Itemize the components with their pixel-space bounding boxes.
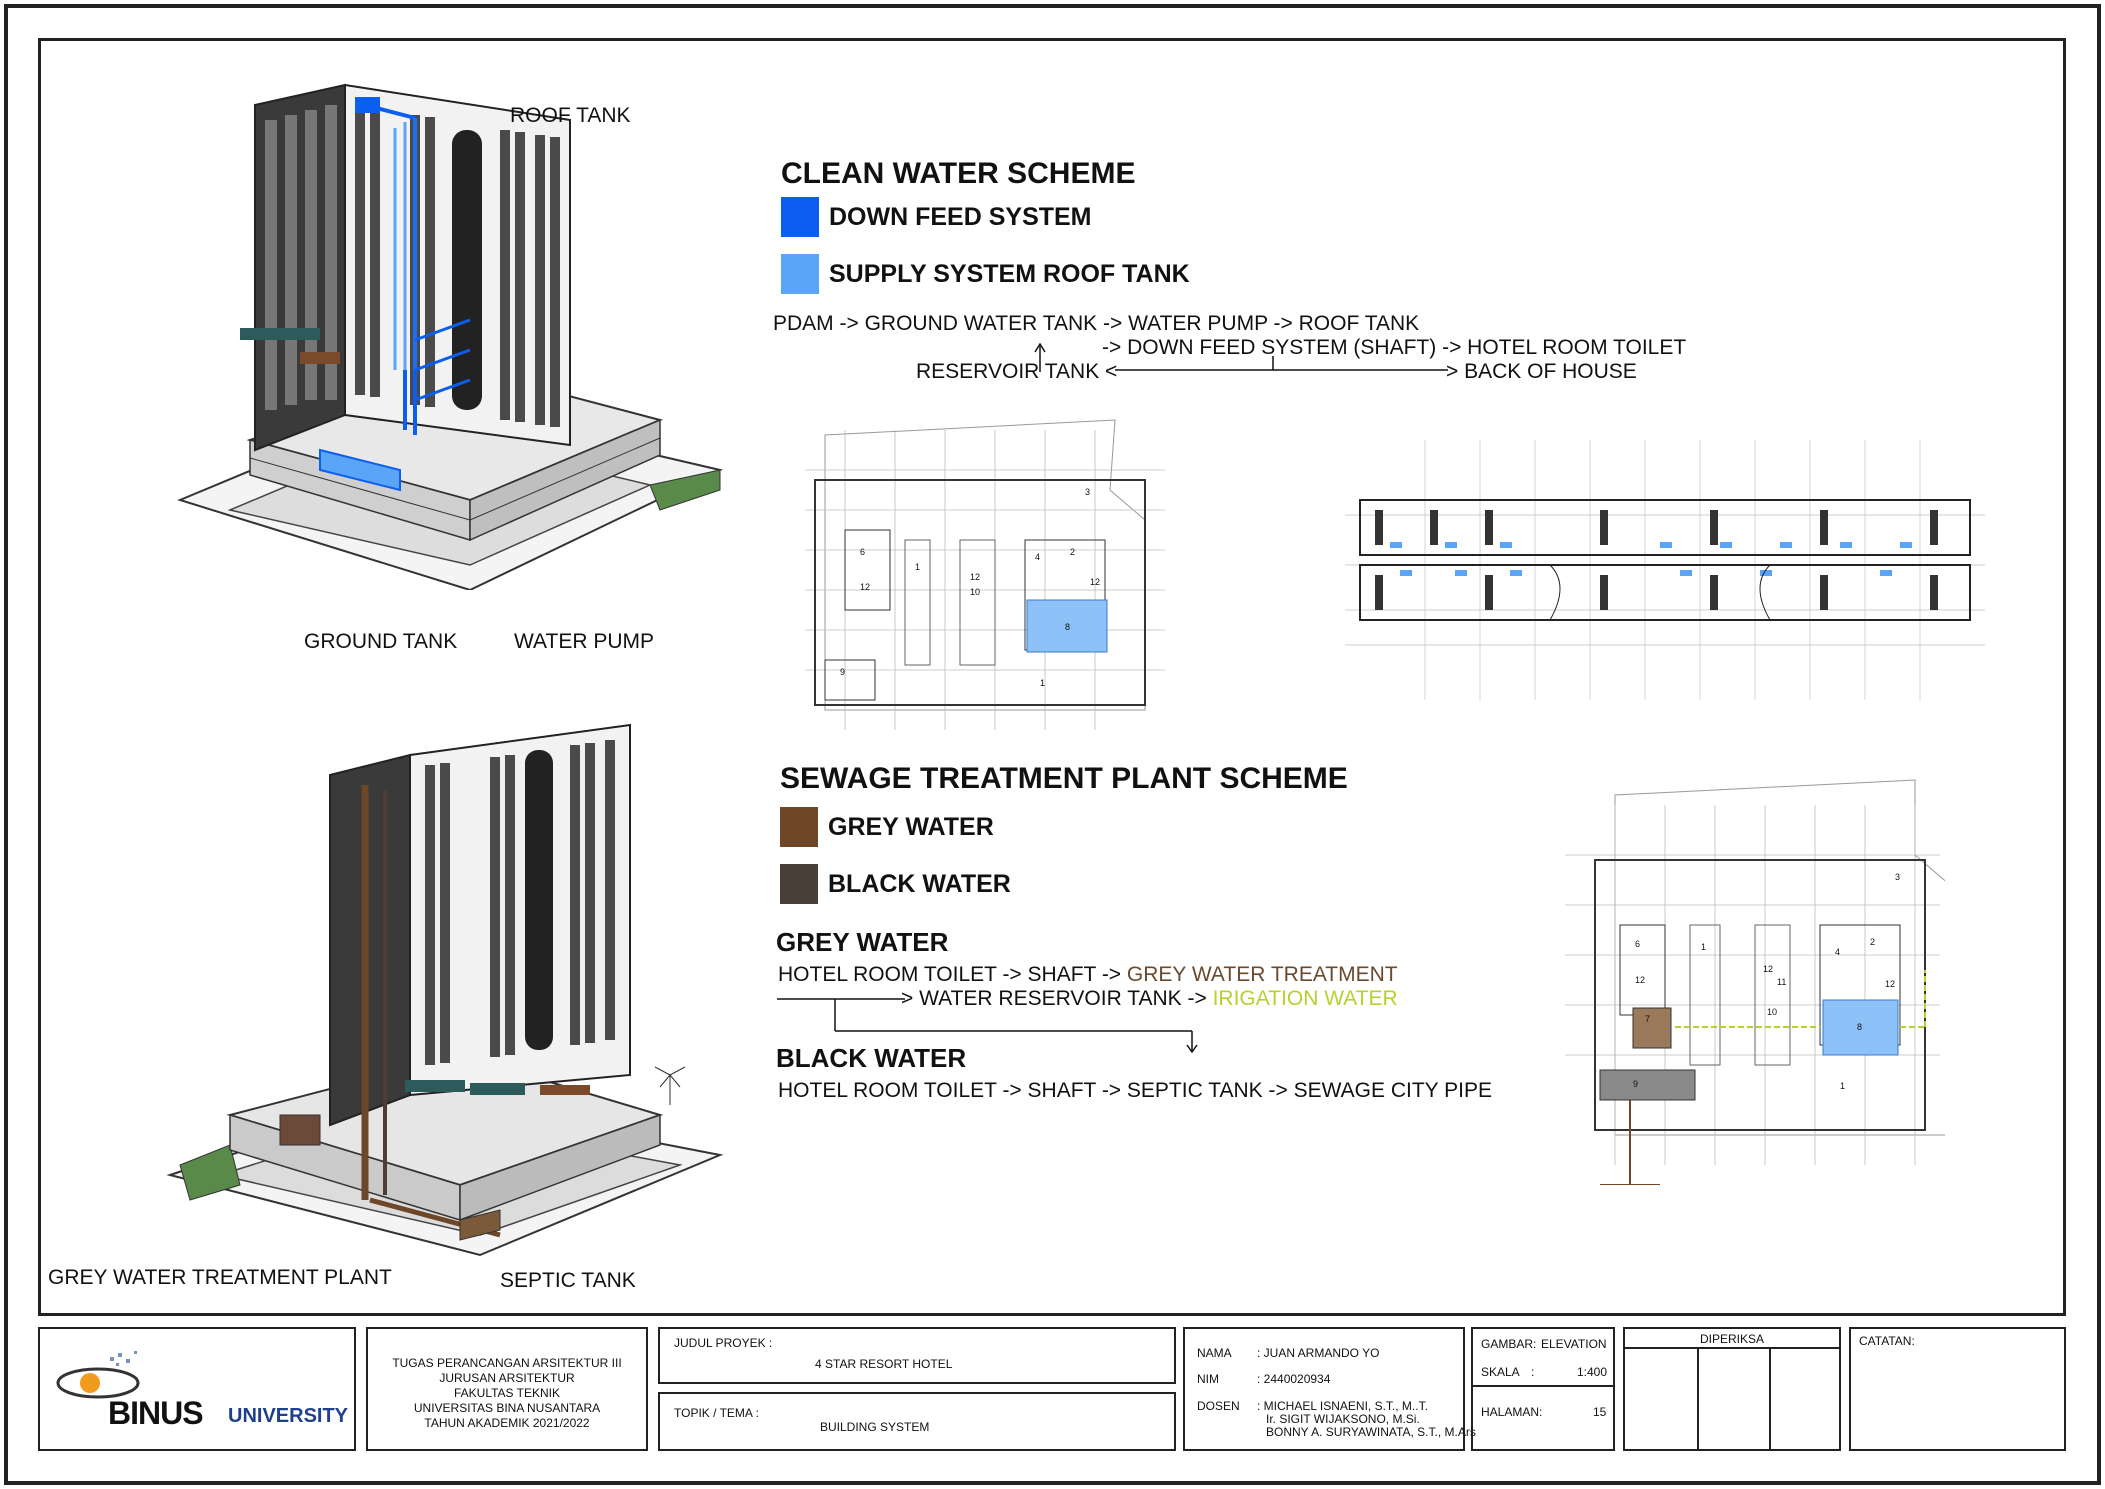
grey-flow-treatment: GREY WATER TREATMENT [1126,963,1398,986]
diperiksa-col-2 [1769,1347,1771,1451]
site-room-1a: 1 [915,562,921,572]
sewage-room-12c: 12 [1885,979,1896,989]
skala-label: SKALA [1481,1365,1520,1379]
tb-topik-box [658,1392,1176,1451]
site-room-2: 2 [1070,547,1076,557]
dosen-value-2: Ir. SIGIT WIJAKSONO, M.Si. [1266,1412,1420,1426]
legend-grey-water-label: GREY WATER [828,812,994,841]
legend-supply-roof-tank [781,254,1190,294]
site-plan-sewage [1545,765,1945,1185]
black-flow-line1: HOTEL ROOM TOILET -> SHAFT -> SEPTIC TANK -> SEWAGE CITY PIPE [778,1079,1492,1102]
site-room-1b: 1 [1040,678,1046,688]
skala-value: 1:400 [1577,1365,1608,1379]
grey-flow-line2-text: > WATER RESERVOIR TANK -> [901,987,1213,1010]
clean-flow-arrows [1030,330,1460,380]
topik-value: BUILDING SYSTEM [820,1420,930,1434]
halaman-label: HALAMAN: [1481,1405,1543,1419]
nama-value: : JUAN ARMANDO YO [1257,1346,1380,1360]
grey-water-heading: GREY WATER [776,927,949,957]
tb-logo-box [38,1327,356,1451]
legend-black-water [780,864,1011,904]
site-room-12a: 12 [860,582,871,592]
site-room-8: 8 [1065,622,1071,632]
sewage-room-7: 7 [1645,1014,1651,1024]
swatch-grey-water [780,807,818,847]
typical-floor-plan [1320,420,2010,720]
nim-value: : 2440020934 [1257,1372,1331,1386]
clean-flow-reservoir: RESERVOIR TANK < [916,360,1118,383]
sewage-room-10: 10 [1767,1007,1778,1017]
gambar-label: GAMBAR: [1481,1337,1537,1351]
site-room-6: 6 [860,547,866,557]
grey-flow-line1 [778,963,1398,987]
label-ground-tank: GROUND TANK [304,630,458,653]
clean-water-title: CLEAN WATER SCHEME [781,157,1136,190]
binus-logo-sub: UNIVERSITY [228,1405,349,1427]
label-water-pump: WATER PUMP [514,630,654,653]
judul-value: 4 STAR RESORT HOTEL [815,1357,953,1371]
label-roof-tank: ROOF TANK [510,104,631,127]
sewage-room-12a: 12 [1635,975,1646,985]
sewage-room-1b: 1 [1840,1081,1846,1091]
clean-flow-back-of-house: > BACK OF HOUSE [1446,360,1637,383]
grey-flow-irrigation: IRIGATION WATER [1212,987,1398,1010]
legend-black-water-label: BLACK WATER [828,869,1011,898]
site-room-10: 10 [970,587,981,597]
clean-flow-line1: PDAM -> GROUND WATER TANK -> WATER PUMP -> ROOF TANK [773,312,1420,335]
tb-diperiksa-box [1623,1327,1841,1451]
swatch-black-water [780,864,818,904]
building-isometric-sewage [160,695,740,1275]
sewage-room-8: 8 [1857,1022,1863,1032]
site-plan-clean-water [785,410,1185,755]
sewage-room-9: 9 [1633,1079,1639,1089]
tb-judul-box [658,1327,1176,1384]
tb-drawing-box [1471,1327,1615,1451]
site-room-9: 9 [840,667,846,677]
institution-line-1: TUGAS PERANCANGAN ARSITEKTUR III [392,1356,622,1370]
tb-drawing-divider [1473,1385,1613,1387]
sewage-room-11: 11 [1777,977,1787,987]
site-room-3: 3 [1085,487,1091,497]
topik-label: TOPIK / TEMA : [674,1406,759,1420]
label-septic-tank: SEPTIC TANK [500,1269,636,1292]
diperiksa-label: DIPERIKSA [1699,1332,1765,1346]
sewage-room-6: 6 [1635,939,1641,949]
legend-supply-roof-tank-label: SUPPLY SYSTEM ROOF TANK [829,259,1190,288]
catatan-label: CATATAN: [1859,1334,1915,1348]
tb-catatan-box [1849,1327,2066,1451]
dosen-value-1: : MICHAEL ISNAENI, S.T., M..T. [1257,1399,1428,1413]
legend-down-feed-label: DOWN FEED SYSTEM [829,202,1092,231]
binus-logo-text: BINUS [108,1395,203,1431]
gambar-value: ELEVATION [1541,1337,1607,1351]
institution-line-4: UNIVERSITAS BINA NUSANTARA [413,1401,601,1415]
legend-down-feed [781,197,1092,237]
sewage-room-4: 4 [1835,947,1841,957]
sewage-room-2: 2 [1870,937,1876,947]
legend-grey-water [780,807,994,847]
institution-line-2: JURUSAN ARSITEKTUR [439,1371,575,1385]
judul-label: JUDUL PROYEK : [674,1336,773,1350]
dosen-label: DOSEN [1197,1399,1240,1413]
black-water-heading: BLACK WATER [776,1043,967,1073]
sewage-room-1a: 1 [1701,942,1707,952]
site-room-4: 4 [1035,552,1041,562]
diperiksa-col-1 [1697,1347,1699,1451]
halaman-value: 15 [1593,1405,1607,1419]
swatch-supply-roof-tank [781,254,819,294]
building-isometric-clean-water [170,70,730,590]
nim-label: NIM [1197,1372,1219,1386]
institution-line-5: TAHUN AKADEMIK 2021/2022 [424,1416,590,1430]
dosen-value-3: BONNY A. SURYAWINATA, S.T., M.Ars [1266,1425,1476,1439]
sewage-room-12b: 12 [1763,964,1774,974]
institution-line-3: FAKULTAS TEKNIK [453,1386,561,1400]
tb-student-box [1183,1327,1476,1451]
sewage-room-3: 3 [1895,872,1901,882]
skala-sep: : [1531,1365,1535,1379]
nama-label: NAMA [1197,1346,1232,1360]
sewage-title: SEWAGE TREATMENT PLANT SCHEME [780,762,1348,795]
tb-institution-box [366,1327,648,1451]
diperiksa-divider [1625,1347,1839,1349]
swatch-down-feed [781,197,819,237]
clean-flow-line2: -> DOWN FEED SYSTEM (SHAFT) -> HOTEL ROOM TOILET [1102,336,1687,359]
site-room-12b: 12 [970,572,981,582]
site-room-12c: 12 [1090,577,1101,587]
label-grey-water-treatment-plant: GREY WATER TREATMENT PLANT [48,1266,392,1289]
grey-flow-line1-text: HOTEL ROOM TOILET -> SHAFT -> [778,963,1127,986]
